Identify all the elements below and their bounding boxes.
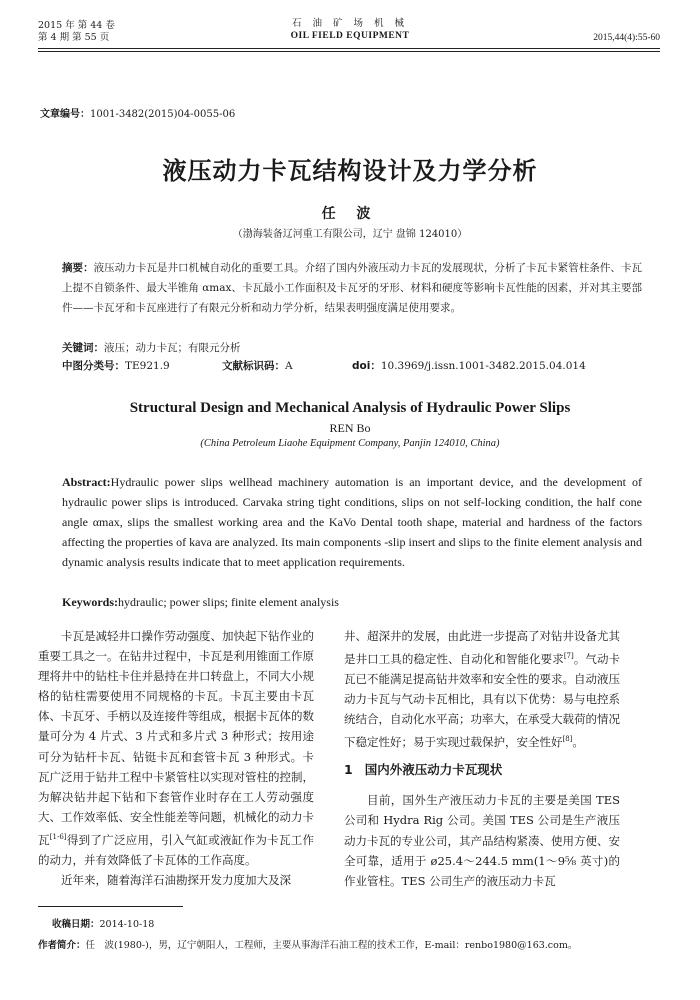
body-text: 得到了广泛应用，引入气缸或液缸作为卡瓦工作的动力，并有效降低了卡瓦体的工作高度。 [38, 832, 315, 867]
clc-label: 中图分类号： [62, 360, 125, 372]
abstract-cn [62, 258, 642, 318]
header-rule-thin [38, 51, 660, 52]
keywords-en-text: hydraulic; power slips; finite element analysis [118, 595, 339, 609]
header-rule [38, 48, 660, 49]
section-number: 1 [344, 762, 353, 778]
paper-title-en: Structural Design and Mechanical Analysis of Hydraulic Power Slips [129, 400, 571, 416]
body-text: 。气动卡瓦已不能满足提高钻井效率和安全性的要求。自动液压动力卡瓦与气动卡瓦相比，具有以下优势：易与电控系统结合，自动化水平高；功率大，在承受大载荷的情况下稳定性好；易于实现过载保护，安全性好 [344, 651, 621, 750]
doc-code-label: 文献标识码： [222, 360, 285, 372]
author-cn: 任 波 [321, 206, 379, 222]
body-paragraph [38, 626, 314, 870]
abstract-cn-label: 摘要： [62, 262, 94, 274]
keywords-en-label: Keywords: [62, 595, 118, 609]
body-text: 。 [572, 735, 584, 750]
abstract-en [62, 472, 642, 572]
body-text: 卡瓦是减轻井口操作劳动强度、加快起下钻作业的重要工具之一。在钻井过程中，卡瓦是利用锥面工作原理将井中的钻柱卡住并悬持在井口转盘上，不同大小规格的钻柱需要使用不同规格的卡瓦。卡瓦主要由卡瓦体、卡瓦牙、手柄以及连接件等组成，根据卡瓦体的数量可分为 4 片式、3 片式和多片式 3 种形式；按用途可分为钻杆卡瓦、钻铤卡瓦和套管卡瓦 3 种形式。卡瓦广泛用于钻井工程中卡紧管柱以实现对管柱的控制，为解决钻井起下钻和下套管作业时存在工人劳动强度大、工作效率低、安全性能差等问题，机械化的动力卡瓦 [38, 629, 314, 847]
citation-ref: [1-6] [49, 832, 67, 841]
affiliation-cn: （渤海装备辽河重工有限公司，辽宁 盘锦 124010） [232, 229, 468, 240]
section-title: 国内外液压动力卡瓦现状 [364, 762, 503, 778]
journal-volume-info [38, 20, 115, 44]
citation-ref: [7] [563, 652, 574, 661]
abstract-en-text: Hydraulic power slips wellhead machinery automation is an important device, and the development of hydraulic power slips is introduced. Carvaka string tight conditions, slips on not self-locking condition, the half cone angle αmax, slips the smallest working area and the KaVo Dental tooth shape, material and hardness of the factors affecting the properties of kava are analyzed. Its main components -slip insert and slips to the finite element analysis and dynamic analysis results indicate that to meet application requirements. [62, 475, 642, 569]
section-heading [344, 760, 620, 780]
doi-label: doi： [352, 360, 381, 372]
journal-name-cn: 石 油 矿 场 机 械 [291, 18, 409, 29]
paper-title-cn: 液压动力卡瓦结构设计及力学分析 [162, 157, 538, 185]
keywords-en [62, 592, 642, 612]
article-number [40, 105, 235, 120]
citation: 2015,44(4):55-60 [593, 33, 660, 43]
keywords-cn-label: 关键词： [62, 342, 104, 354]
article-number-value: 1001-3482(2015)04-0055-06 [90, 109, 236, 120]
clc-value: TE921.9 [125, 360, 170, 372]
doi-value: 10.3969/j.issn.1001-3482.2015.04.014 [380, 360, 586, 372]
keywords-cn [62, 338, 642, 358]
author-en: REN Bo [329, 421, 371, 435]
affiliation-en: (China Petroleum Liaohe Equipment Company, Panjin 124010, China) [200, 438, 500, 449]
author-bio-text: 任 波(1980-)，男，辽宁朝阳人，工程师，主要从事海洋石油工程的技术工作，E-mail：renbo1980@163.com。 [85, 940, 578, 951]
classification-meta [62, 356, 642, 376]
journal-name-en: OIL FIELD EQUIPMENT [290, 31, 410, 41]
received-label: 收稿日期： [52, 919, 100, 930]
abstract-cn-text: 液压动力卡瓦是井口机械自动化的重要工具。介绍了国内外液压动力卡瓦的发展现状，分析了卡瓦卡紧管柱条件、卡瓦上提不自锁条件、最大半锥角 αmax、卡瓦最小工作面积及卡瓦牙的牙形、材料和硬度等影响卡瓦性能的因素，并对其主要部件——卡瓦牙和卡瓦座进行了有限元分析和动力学分析，结果表明强度满足使用要求。 [62, 262, 642, 314]
body-text: 井、超深井的发展，由此进一步提高了对钻井设备尤其是井口工具的稳定性、自动化和智能化要求 [344, 629, 620, 666]
received-date [52, 916, 154, 930]
author-bio-label: 作者简介： [38, 940, 86, 951]
citation-ref: [8] [562, 735, 573, 744]
year-volume: 2015 年 第 44 卷 [38, 20, 115, 31]
keywords-cn-text: 液压；动力卡瓦；有限元分析 [104, 342, 241, 354]
received-value: 2014-10-18 [99, 919, 155, 930]
body-paragraph: 目前，国外生产液压动力卡瓦的主要是美国 TES 公司和 Hydra Rig 公司。美国 TES 公司是生产液压动力卡瓦的专业公司，其产品结构紧凑、使用方便、安全可靠，适用于 ø25.4～244.5 mm(1～9⅝ 英寸)的作业管柱。TES 公司生产的液压动力卡瓦 [344, 793, 620, 888]
body-column-right [344, 626, 620, 891]
footnote-rule [38, 906, 183, 907]
author-bio [38, 937, 678, 951]
body-column-left [38, 626, 314, 890]
issue-page: 第 4 期 第 55 页 [38, 32, 110, 43]
article-number-label: 文章编号： [40, 109, 90, 120]
body-paragraph [344, 626, 620, 752]
abstract-en-label: Abstract: [62, 475, 111, 489]
body-paragraph: 近年来，随着海洋石油勘探开发力度加大及深 [61, 872, 291, 887]
journal-name [250, 18, 450, 42]
doc-code-value: A [285, 360, 293, 372]
